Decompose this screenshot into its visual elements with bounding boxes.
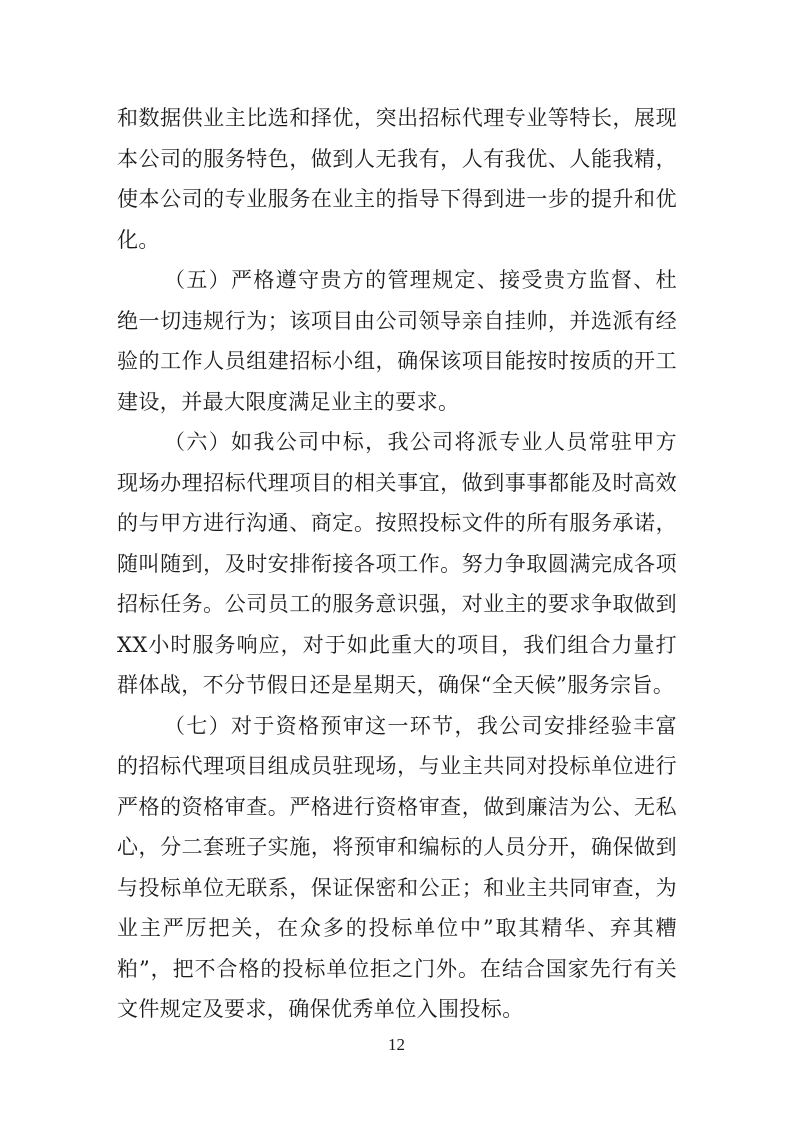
paragraph-item-5: （五）严格遵守贵方的管理规定、接受贵方监督、杜绝一切违规行为；该项目由公司领导亲自挂帅，并选派有经验的工作人员组建招标小组，确保该项目能按时按质的开工建设，并最大限度满足业主的要求。: [117, 268, 677, 414]
paragraph-continuation: 和数据供业主比选和择优，突出招标代理专业等特长，展现本公司的服务特色，做到人无我有，人有我优、人能我精，使本公司的专业服务在业主的指导下得到进一步的提升和优化。: [117, 106, 677, 252]
page-number: 12: [388, 1035, 405, 1054]
paragraph-item-6: （六）如我公司中标，我公司将派专业人员常驻甲方现场办理招标代理项目的相关事宜，做到事事都能及时高效的与甲方进行沟通、商定。按照投标文件的所有服务承诺，随叫随到，及时安排衔接各项工作。努力争取圆满完成各项招标任务。公司员工的服务意识强，对业主的要求争取做到XX小时服务响应，对于如此重大的项目，我们组合力量打群体战，不分节假日还是星期天，确保“全天候”服务宗旨。: [117, 430, 677, 697]
body-text: [117, 98, 677, 1030]
paragraph-item-7: （七）对于资格预审这一环节，我公司安排经验丰富的招标代理项目组成员驻现场，与业主共同对投标单位进行严格的资格审查。严格进行资格审查，做到廉洁为公、无私心，分二套班子实施，将预审和编标的人员分开，确保做到与投标单位无联系，保证保密和公正；和业主共同审查，为业主严厉把关，在众多的投标单位中”取其精华、弃其糟粕”，把不合格的投标单位拒之门外。在结合国家先行有关文件规定及要求，确保优秀单位入围投标。: [117, 713, 677, 1021]
